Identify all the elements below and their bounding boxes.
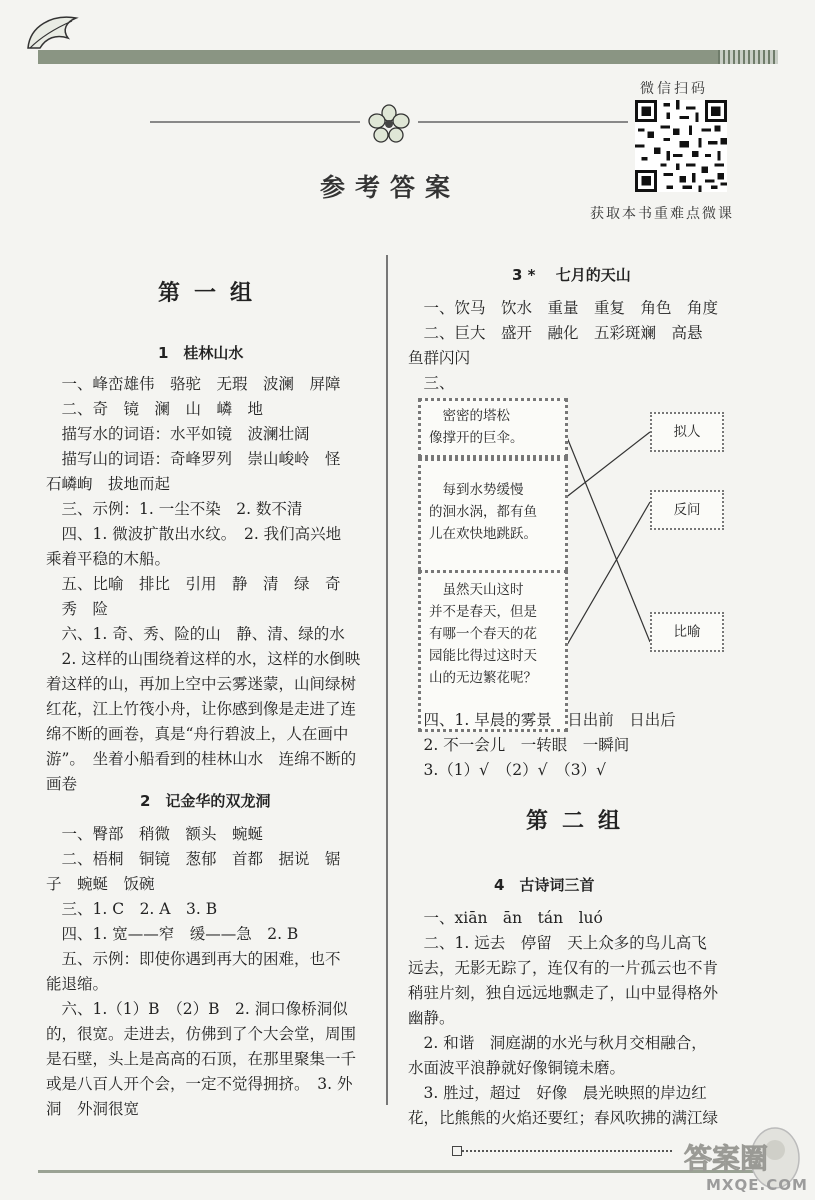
text-line: 绵不断的画卷，真是“舟行碧波上，人在画中 <box>46 725 349 743</box>
group2-heading: 第二组 <box>526 808 635 834</box>
text-line: 3.（1）√ （2）√ （3）√ <box>408 761 607 779</box>
text-line: 远去，无影无踪了，连仅有的一片孤云也不肯 <box>408 959 719 977</box>
group1-heading: 第一组 <box>158 280 267 306</box>
text-line: 四、1. 早晨的雾景 日出前 日出后 <box>408 711 676 729</box>
text-line: 一、饮马 饮水 重量 重复 角色 角度 <box>408 299 719 317</box>
text-line: 红花，江上竹筏小舟，让你感到像是走进了连 <box>46 700 357 718</box>
watermark-logo-text: 答案圈 <box>684 1142 769 1175</box>
text-line: 乘着平稳的木船。 <box>46 550 171 568</box>
title-rule-right <box>418 121 628 123</box>
text-line: 的，很宽。走进去，仿佛到了个大会堂，周围 <box>46 1025 357 1043</box>
qr-label: 微信扫码 <box>640 81 708 97</box>
option-box-rhetorical-question: 反问 <box>650 490 724 530</box>
text-line: 五、示例：即使你遇到再大的困难，也不 <box>46 950 341 968</box>
text-line: 描写水的词语：水平如镜 波澜壮阔 <box>46 425 310 443</box>
section1-body <box>46 372 360 797</box>
page-title: 参考答案 <box>319 173 460 202</box>
section2-body <box>46 822 356 1122</box>
text-line: 四、1. 宽——窄 缓——急 2. B <box>46 925 299 943</box>
text-line: 四、1. 微波扩散出水纹。 2. 我们高兴地 <box>46 525 342 543</box>
text-line: 2. 和谐 洞庭湖的水光与秋月交相融合， <box>408 1034 707 1052</box>
text-line: 二、奇 镜 澜 山 嶙 地 <box>46 400 264 418</box>
text-line: 六、1. 奇、秀、险的山 静、清、绿的水 <box>46 625 345 643</box>
column-divider <box>386 255 388 1105</box>
text-line: 3. 胜过，超过 好像 晨光映照的岸边红 <box>408 1084 707 1102</box>
text-line: 二、梧桐 铜镜 葱郁 首都 据说 锯 <box>46 850 341 868</box>
text-line: 画卷 <box>46 775 78 793</box>
text-line: 六、1.（1）B （2）B 2. 洞口像桥洞似 <box>46 1000 348 1018</box>
text-line: 幽静。 <box>408 1009 455 1027</box>
option-box-metaphor: 比喻 <box>650 612 724 652</box>
sentence-box-2: 每到水势缓慢 的洄水涡，都有鱼 儿在欢快地跳跃。 <box>418 458 568 582</box>
text-line: 二、1. 远去 停留 天上众多的鸟儿高飞 <box>408 934 707 952</box>
text-line: 着这样的山，再加上空中云雾迷蒙，山间绿树 <box>46 675 357 693</box>
text-line: 描写山的词语：奇峰罗列 崇山峻岭 怪 <box>46 450 341 468</box>
header-band <box>38 50 778 64</box>
footer-square-icon <box>452 1146 462 1156</box>
page-bottom-band <box>38 1170 778 1173</box>
text-line: 一、峰峦雄伟 骆驼 无瑕 波澜 屏障 <box>46 375 341 393</box>
section4-title: 4 古诗词三首 <box>494 876 595 894</box>
qr-code[interactable] <box>635 100 727 192</box>
text-line: 是石壁，头上是高高的石顶，在那里聚集一千 <box>46 1050 357 1068</box>
text-line: 能退缩。 <box>46 975 109 993</box>
text-line: 稍驻片刻，独自远远地飘走了，山中显得格外 <box>408 984 719 1002</box>
option-box-personification: 拟人 <box>650 412 724 452</box>
leaf-ornament-icon <box>22 8 82 56</box>
watermark-text: MXQE.COM <box>706 1176 808 1194</box>
footer-dotted-rule <box>462 1150 672 1152</box>
section3-title: 3 * 七月的天山 <box>512 266 631 284</box>
text-line: 五、比喻 排比 引用 静 清 绿 奇 <box>46 575 341 593</box>
text-line: 三、1. C 2. A 3. B <box>46 900 218 918</box>
sentence-box-3: 虽然天山这时 并不是春天，但是 有哪一个春天的花 园能比得过这时天 山的无边繁花呢？ <box>418 570 568 732</box>
text-line: 一、臀部 稍微 额头 蜿蜒 <box>46 825 264 843</box>
text-line: 三、 <box>408 374 455 392</box>
text-line: 2. 不一会儿 一转眼 一瞬间 <box>408 736 630 754</box>
text-line: 2. 这样的山围绕着这样的水，这样的水倒映 <box>46 650 361 668</box>
section3-tail <box>408 708 676 783</box>
flower-ornament-icon <box>368 104 410 144</box>
text-line: 三、示例：1. 一尘不染 2. 数不清 <box>46 500 303 518</box>
text-line: 一、xiān ān tán luó <box>408 909 603 927</box>
text-line: 游”。 坐着小船看到的桂林山水 连绵不断的 <box>46 750 357 768</box>
text-line: 鱼群闪闪 <box>408 349 471 367</box>
text-line: 洞 外洞很宽 <box>46 1100 140 1118</box>
section3-body <box>408 296 718 396</box>
section2-title: 2 记金华的双龙洞 <box>140 792 271 810</box>
text-line: 花，比熊熊的火焰还要红；春风吹拂的满江绿 <box>408 1109 719 1127</box>
text-line: 秀 险 <box>46 600 109 618</box>
text-line: 或是八百人开个会，一定不觉得拥挤。 3. 外 <box>46 1075 353 1093</box>
text-line: 水面波平浪静就好像铜镜未磨。 <box>408 1059 626 1077</box>
title-rule-left <box>150 121 360 123</box>
text-line: 子 蜿蜒 饭碗 <box>46 875 155 893</box>
section1-title: 1 桂林山水 <box>158 344 244 362</box>
qr-caption: 获取本书重难点微课 <box>590 206 734 222</box>
section4-body <box>408 906 718 1131</box>
text-line: 石嶙峋 拔地而起 <box>46 475 171 493</box>
sentence-box-1: 密密的塔松 像撑开的巨伞。 <box>418 398 568 458</box>
text-line: 二、巨大 盛开 融化 五彩斑斓 高悬 <box>408 324 703 342</box>
